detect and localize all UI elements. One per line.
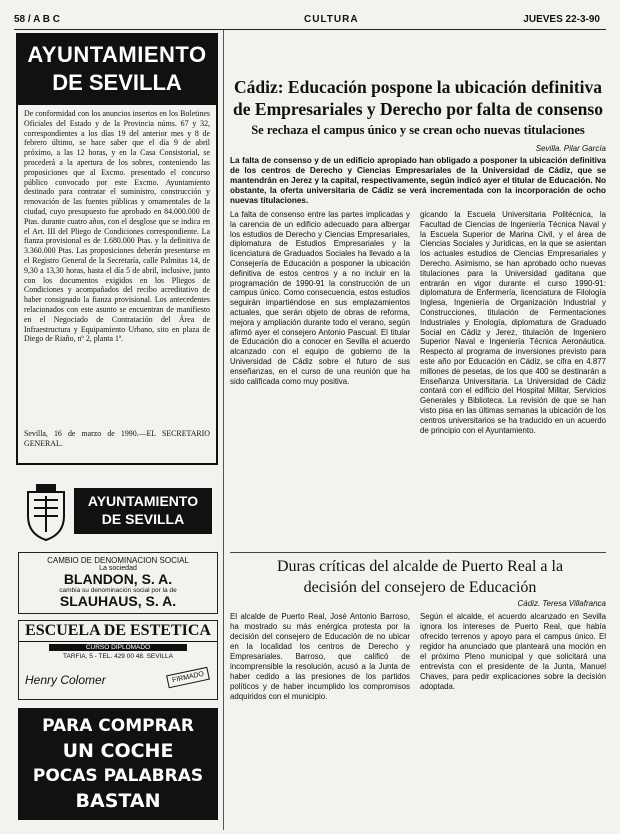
issue-date: JUEVES 22-3-90: [523, 14, 600, 25]
main-headline: Cádiz: Educación pospone la ubicación definitiva de Empresariales y Derecho por falta de consenso: [233, 77, 603, 119]
car-ad-line-4: BASTAN: [75, 790, 161, 812]
ayuntamiento-logo-banner: [74, 488, 212, 534]
car-ad-line-3: POCAS PALABRAS: [32, 766, 204, 786]
second-column-2: Según el alcalde, el acuerdo alcanzado en Sevilla ignora los intereses de Puerto Real, que había ofrecido terrenos y apoyo para el campus único. El regidor ha anunciado que planteará una moción en el próximo Pleno municipal y que solicitará una entrevista con el presidente de la Junta, Manuel Chaves, para pedir explicaciones sobre la decisión adoptada.: [420, 612, 606, 691]
second-byline: Cádiz. Teresa Villafranca: [517, 599, 606, 608]
main-byline: Sevilla. Pilar García: [535, 144, 606, 153]
ayuntamiento-banner: [18, 35, 216, 105]
school-course: CURSO DIPLOMADO: [49, 644, 187, 651]
car-classifieds-ad: [18, 708, 218, 820]
school-badge: FIRMADO: [166, 667, 210, 689]
car-ad-line-1: PARA COMPRAR: [42, 716, 194, 736]
ayuntamiento-crest-block: [16, 478, 218, 548]
main-subhead: Se rechaza el campus único y se crean ocho nuevas titulaciones: [251, 123, 585, 137]
ayuntamiento-notice: [16, 33, 218, 465]
ayuntamiento-logo-title: AYUNTAMIENTO: [87, 493, 199, 509]
page-number: 58 / A B C: [14, 14, 60, 25]
name-change-notice: [18, 552, 218, 614]
old-company-name: BLANDON, S. A.: [63, 571, 173, 587]
second-column-1: El alcalde de Puerto Real, José Antonio Barroso, ha mostrado su más enérgica protesta por la decisión del consejero de Educación de no ubicar en la localidad los centros de Derecho y Empresariales. Barroso, que calificó de incomprensible la resolución, acusó a la Junta de haber cedido a las presiones de los partidos políticos y de haber incumplido los compromisos adquiridos con el municipio.: [230, 612, 410, 701]
main-column-1: La falta de consenso entre las partes implicadas y la carencia de un edificio adecuado para albergar los estudios de Derecho y Ciencias Empresariales, diplomatura de Estudios Empresariales y la licenciatura de Graduados Sociales ha llevado a la Consejería de Educación a posponer la ubicación definitiva de estos centros y a no incluir en la programación de 1990-91 la construcción de un campus único. Como consecuencia, estos estudios seguirán impartiéndose en sus emplazamientos actuales, que serán objeto de obras de reforma, mejora y ampliación durante todo el verano, según afirmó ayer el consejero Antonio Pascual. El titular de Educación dio a conocer en Sevilla el acuerdo alcanzado con el equipo de gobierno de la Universidad de Cádiz sobre el futuro de sus enseñanzas, en el curso de una reunión que ha sido calificada como muy positiva.: [230, 210, 410, 386]
second-headline: Duras críticas del alcalde de Puerto Real a la decisión del consejero de Educación: [276, 558, 564, 596]
header-rule: [14, 29, 606, 30]
ayuntamiento-city: DE SEVILLA: [52, 70, 182, 95]
ayuntamiento-title: AYUNTAMIENTO: [27, 42, 207, 67]
school-title: ESCUELA DE ESTETICA: [19, 621, 217, 642]
main-lead: La falta de consenso y de un edificio apropiado han obligado a posponer la ubicación definitiva de los centros de Derecho y Ciencias Empresariales de la Universidad de Cádiz, que se mantendrán en Jerez y la capital, respectivamente, según indicó ayer el titular de Educación. No obstante, la oferta universitaria de Cádiz se verá incrementada con la incorporación de ocho nuevas titulaciones.: [230, 156, 606, 205]
school-phone: TARFIA, 5 - TEL. 429 00 48. SEVILLA: [63, 653, 173, 660]
ayuntamiento-body: De conformidad con los anuncios insertos en los Boletines Oficiales del Estado y de la Provincia núms. 67 y 32, correspondientes a los días 19 del anterior mes y 8 de febrero último, se hace saber que el día 9 de abril próximo, a las 12 horas, y en la Casa Consistorial, se procederá a la apertura de los sobres, conteniendo las proposiciones que al Excmo. presentado el concurso público convocado por este Excmo. Ayuntamiento destinado para contratar el suministro, construcción y renovación de las fuentes públicas y ornamentales de la ciudad, cuyo presupuesto fue aprobado en 84.000.000 de Ptas. durante cuatro años, con el desglose que se indica en el Art. III del Pliego de Condiciones correspondiente. La fianza provisional es de 1.680.000 Ptas. y la definitiva de 3.360.000 Ptas. Las proposiciones deberán presentarse en el Registro General de la Secretaría, calle Palmitas 14, de 9,30 a 13,30 horas, hasta el día 5 de abril, inclusive, junto con los documentos exigidos en los Pliegos de Condiciones y acompañados del recibo acreditativo de haber consignado la fianza provisional. Los antecedentes relacionados con este asunto se encuentran de manifiesto en el Negociado de Contratación del Área de Infraestructura y Equipamiento Urbano, sito en plaza de Diego de Riaño, nº 2, planta 1ª.: [24, 109, 210, 344]
ayuntamiento-logo-city: DE SEVILLA: [101, 511, 185, 527]
name-change-mid: cambia su denominación social por la de: [59, 587, 177, 594]
main-column-2: gicando la Escuela Universitaria Politécnica, la Facultad de Ciencias de Ingeniería Técnica Naval y la Escuela Superior de Marina Civil, y el área de Ciencias Sociales y Jurídicas, en la que se asientan los actuales estudios de Ciencias Empresariales y Derecho. Asimismo, se han aprobado ocho nuevas titulaciones para la Universidad gaditana que entrarán en vigor durante el curso 1990-91: diplomatura de Enfermería, licenciatura de Filología Inglesa, Ingeniería de Organización Industrial y Construcciones, titulación de Fermentaciones Industriales y Enología, diplomatura de Graduado Social en Cádiz y Jerez, titulación de Ingeniero Superior Naval e Ingeniería Técnica Aeronáutica. Respecto al programa de inversiones previsto para este año por Educación en Cádiz, se cifra en 4.877 millones de pesetas, de los que 400 se destinarán a Enseñanza Universitaria. La Universidad de Cádiz contará con el edificio del Hospital Militar, Servicios Generales y Biblioteca. La revisión de que se han visto pisa en las últimas semanas la ubicación de los centros universitarios se ha traducido en un acuerdo de principio con el Ayuntamiento.: [420, 210, 606, 435]
new-company-name: SLAUHAUS, S. A.: [59, 593, 177, 609]
aesthetics-school-ad: [18, 620, 218, 700]
page-header: [14, 14, 606, 28]
city-crest-icon: [22, 482, 70, 542]
ayuntamiento-signature: Sevilla, 16 de marzo de 1990.—EL SECRETARIO GENERAL.: [24, 429, 210, 448]
brand-logo: Henry Colomer: [25, 673, 106, 687]
car-ad-line-2: UN COCHE: [62, 740, 174, 762]
name-change-title: CAMBIO DE DENOMINACION SOCIAL: [47, 556, 189, 565]
article-separator: [230, 552, 606, 553]
column-divider: [223, 30, 224, 830]
section-title: CULTURA: [304, 14, 359, 25]
name-change-sub: La sociedad: [99, 565, 137, 572]
